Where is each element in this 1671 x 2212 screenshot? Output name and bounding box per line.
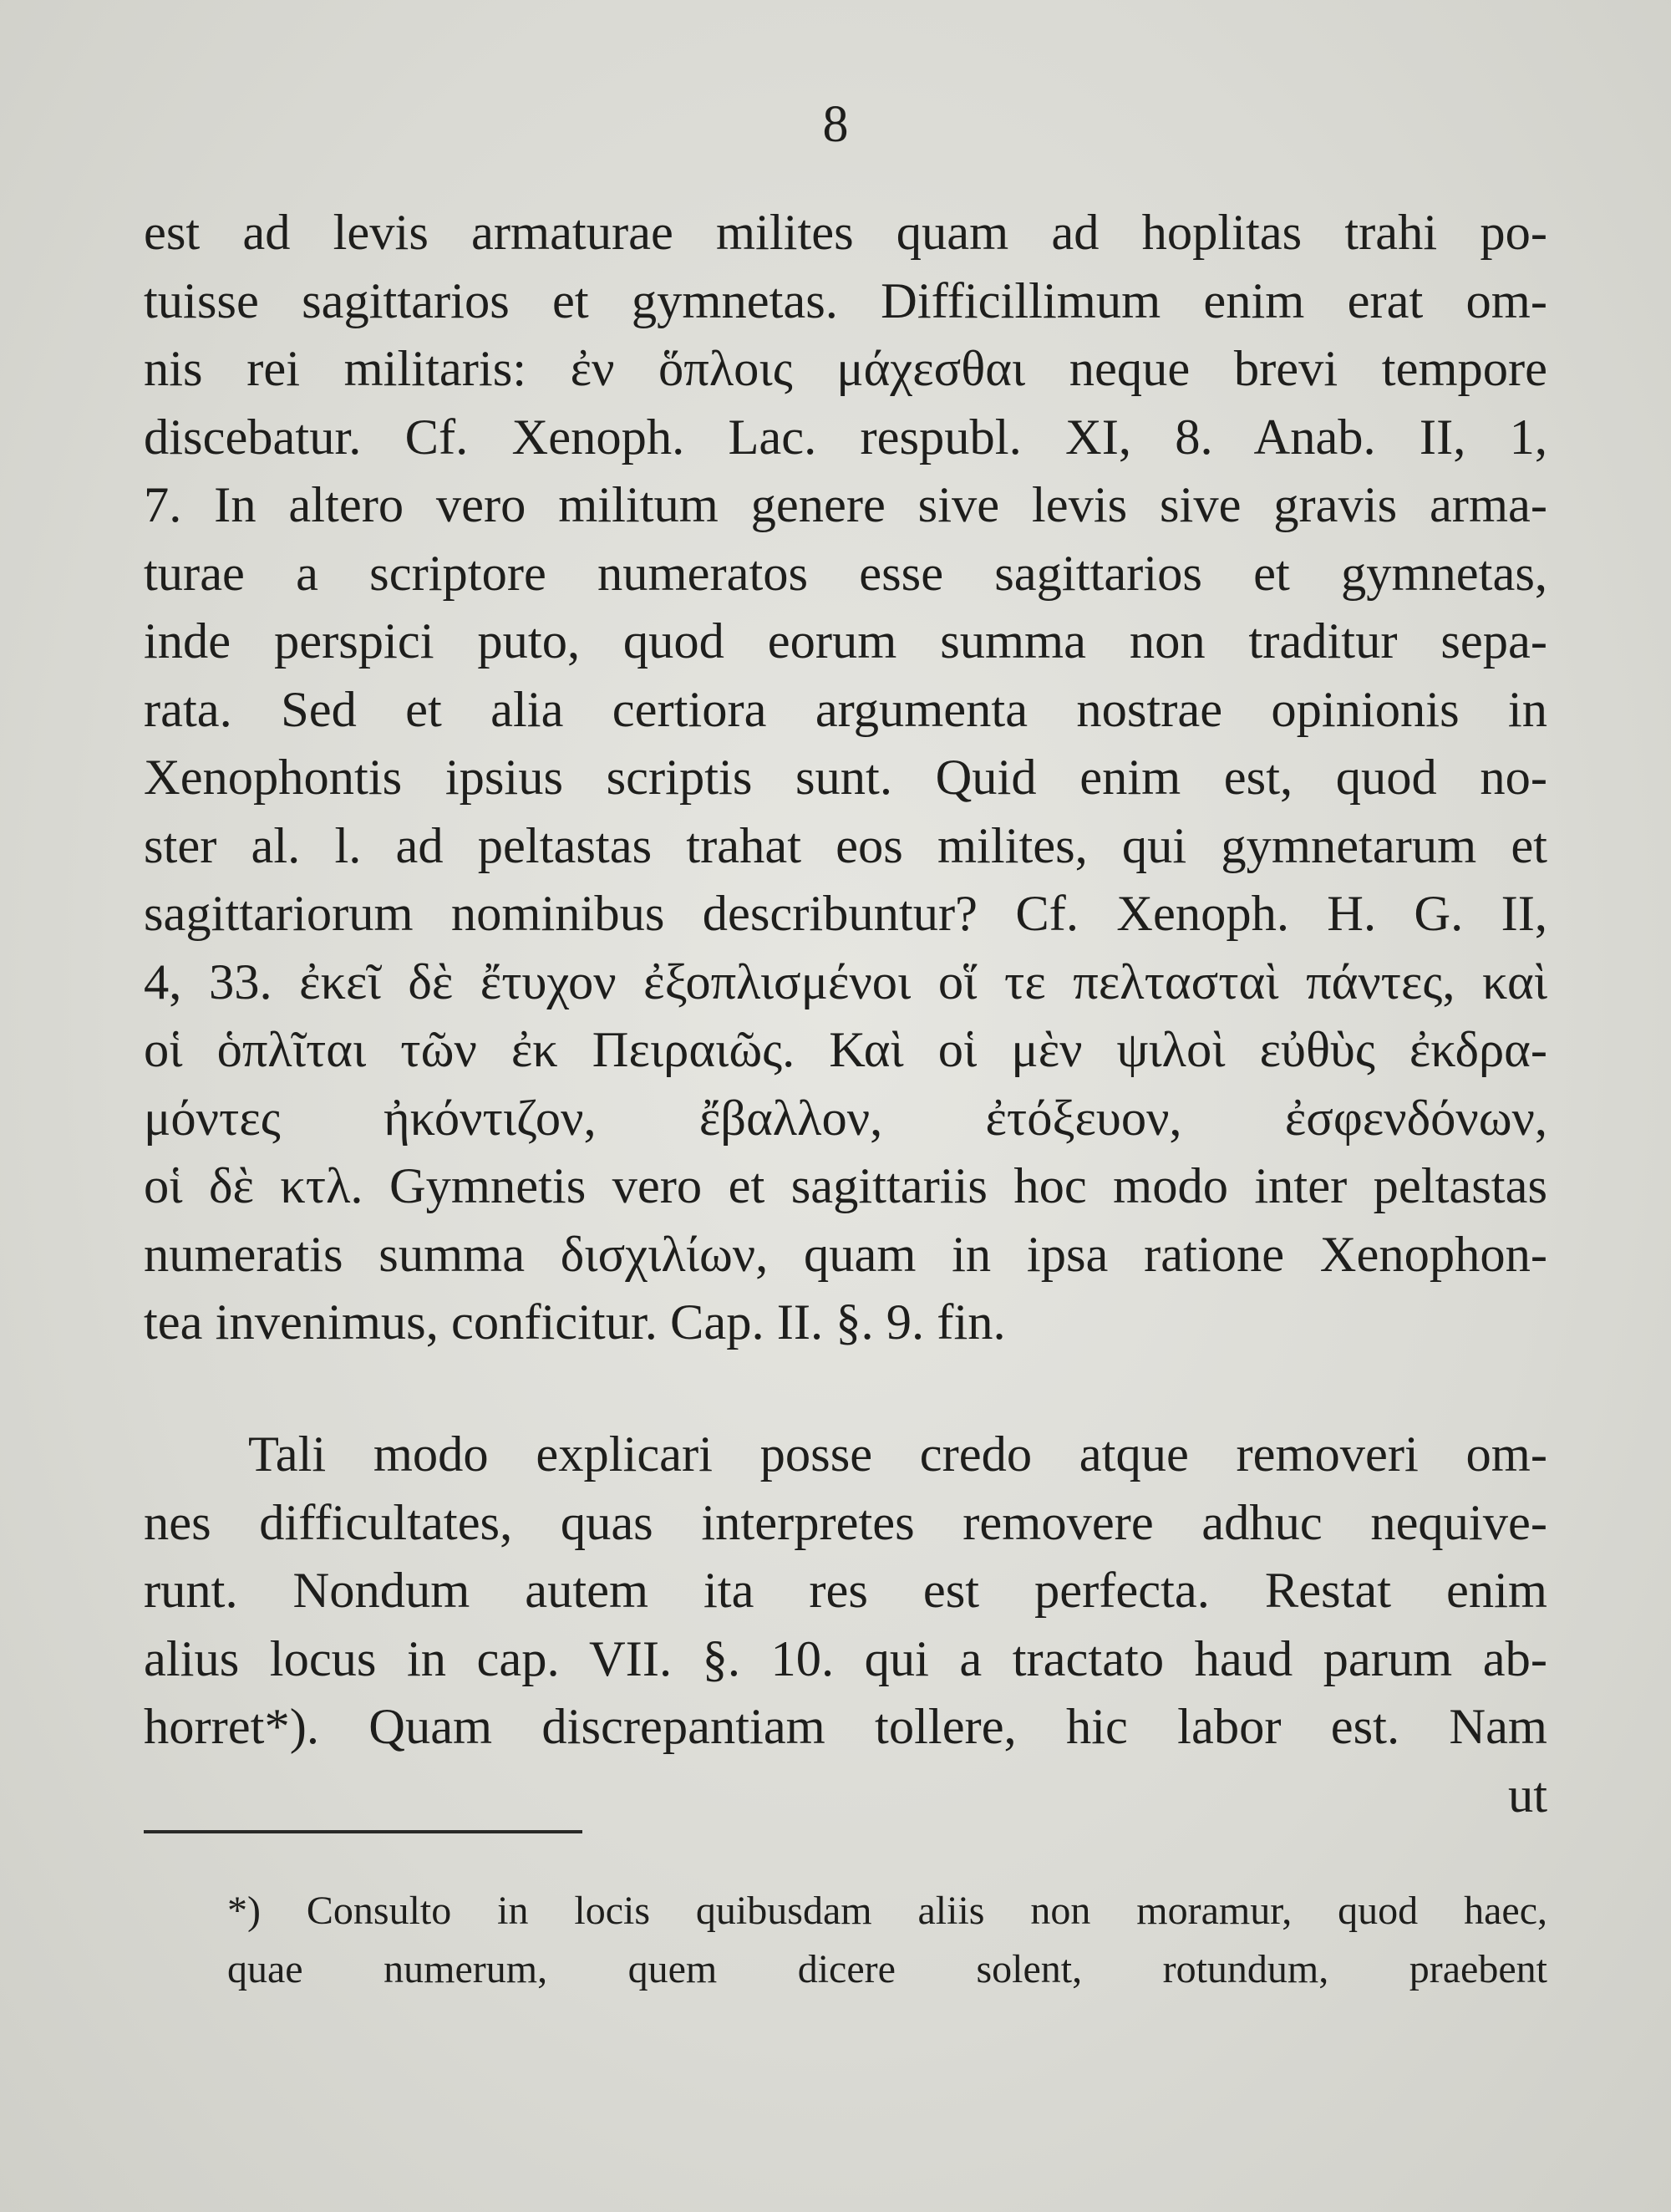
text-line: turae a scriptore numeratos esse sagittarios et gymnetas, [144,545,1547,602]
text-line: est ad levis armaturae milites quam ad hoplitas trahi po- [144,205,1547,261]
text-line: ster al. l. ad peltastas trahat eos milites, qui gymnetarum et [144,817,1547,874]
text-line: nes difficultates, quas interpretes removere adhuc nequive- [144,1494,1547,1551]
footnote-line: quae numerum, quem dicere solent, rotundum, praebent [227,1947,1547,1991]
text-line: runt. Nondum autem ita res est perfecta. Restat enim [144,1563,1547,1619]
text-line: horret*). Quam discrepantiam tollere, hic labor est. Nam [144,1699,1547,1755]
text-line: nis rei militaris: ἐν ὅπλοις μάχεσθαι neque brevi tempore [144,341,1547,397]
text-line: alius locus in cap. VII. §. 10. qui a tractato haud parum ab- [144,1630,1547,1687]
text-line: numeratis summa δισχιλίων, quam in ipsa ratione Xenophon- [144,1226,1547,1283]
text-line: οἱ ὁπλῖται τῶν ἐκ Πειραιῶς. Καὶ οἱ μὲν ψιλοὶ εὐθὺς ἐκδρα- [144,1022,1547,1078]
text-line: tea invenimus, conficitur. Cap. II. §. 9. fin. [144,1294,1006,1350]
footnote-rule [144,1830,582,1833]
text-line: οἱ δὲ κτλ. Gymnetis vero et sagittariis hoc modo inter peltastas [144,1158,1547,1214]
text-line: rata. Sed et alia certiora argumenta nostrae opinionis in [144,681,1547,738]
text-line: inde perspici puto, quod eorum summa non traditur sepa- [144,613,1547,669]
page-number: 8 [822,96,849,153]
footnote-line: *) Consulto in locis quibusdam aliis non moramur, quod haec, [227,1889,1547,1933]
text-line: Tali modo explicari posse credo atque removeri om- [248,1426,1547,1482]
text-line: sagittariorum nominibus describuntur? Cf. Xenoph. H. G. II, [144,886,1547,942]
main-paragraph-2 [144,1421,1547,1829]
text-line: 4, 33. ἐκεῖ δὲ ἔτυχον ἐξοπλισμένοι οἵ τε πελτασταὶ πάντες, καὶ [144,953,1547,1010]
text-line: tuisse sagittarios et gymnetas. Difficillimum enim erat om- [144,272,1547,329]
text-line: μόντες ἠκόντιζον, ἔβαλλον, ἐτόξευον, ἐσφενδόνων, [144,1090,1547,1147]
footnote [144,1882,1547,1999]
main-paragraph-1 [144,199,1547,1357]
text-line: Xenophontis ipsius scriptis sunt. Quid enim est, quod no- [144,750,1547,806]
catchword: ut [1507,1767,1547,1823]
text-line: 7. In altero vero militum genere sive levis sive gravis arma- [144,477,1547,533]
text-line: discebatur. Cf. Xenoph. Lac. respubl. XI, 8. Anab. II, 1, [144,409,1547,465]
